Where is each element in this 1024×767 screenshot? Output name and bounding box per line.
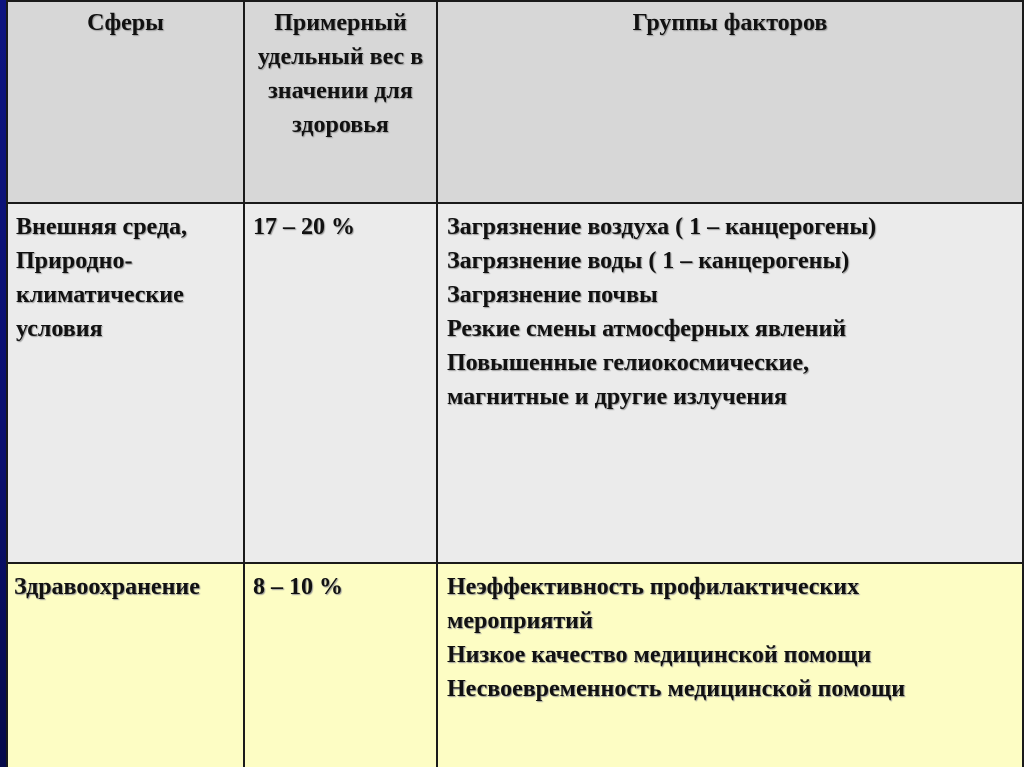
list-item: Загрязнение почвы [447,282,658,308]
header-spheres [7,1,244,203]
factors-cell [437,563,1023,767]
table-row [7,203,1023,563]
weight-environment: 17 – 20 % [253,214,355,240]
list-item: Резкие смены атмосферных явлений [447,316,847,342]
list-item: Загрязнение воды ( 1 – канцерогены) [447,248,850,274]
sphere-cell [7,563,244,767]
list-item: Низкое качество медицинской помощи [447,642,872,668]
sphere-healthcare: Здравоохранение [14,574,200,600]
factors-table [6,0,1024,767]
list-item: Повышенные гелиокосмические, магнитные и другие излучения [447,350,810,410]
factors-cell [437,203,1023,563]
table-header-row [7,1,1023,203]
header-factor-groups [437,1,1023,203]
factor-list [438,564,1022,706]
header-weight-label: Примерный удельный вес в значении для здоровья [257,10,424,138]
header-spheres-label: Сферы [87,10,164,36]
list-item: Несвоевременность медицинской помощи [447,676,906,702]
weight-healthcare: 8 – 10 % [253,574,343,600]
header-weight [244,1,437,203]
sphere-environment: Внешняя среда, Природно-климатические условия [16,214,188,342]
factor-list [438,204,1022,414]
weight-cell [244,563,437,767]
list-item: Загрязнение воздуха ( 1 – канцерогены) [447,214,877,240]
table-row [7,563,1023,767]
header-factor-groups-label: Группы факторов [632,10,828,36]
sphere-cell [7,203,244,563]
list-item: Неэффективность профилактических мероприятий [447,574,860,634]
weight-cell [244,203,437,563]
